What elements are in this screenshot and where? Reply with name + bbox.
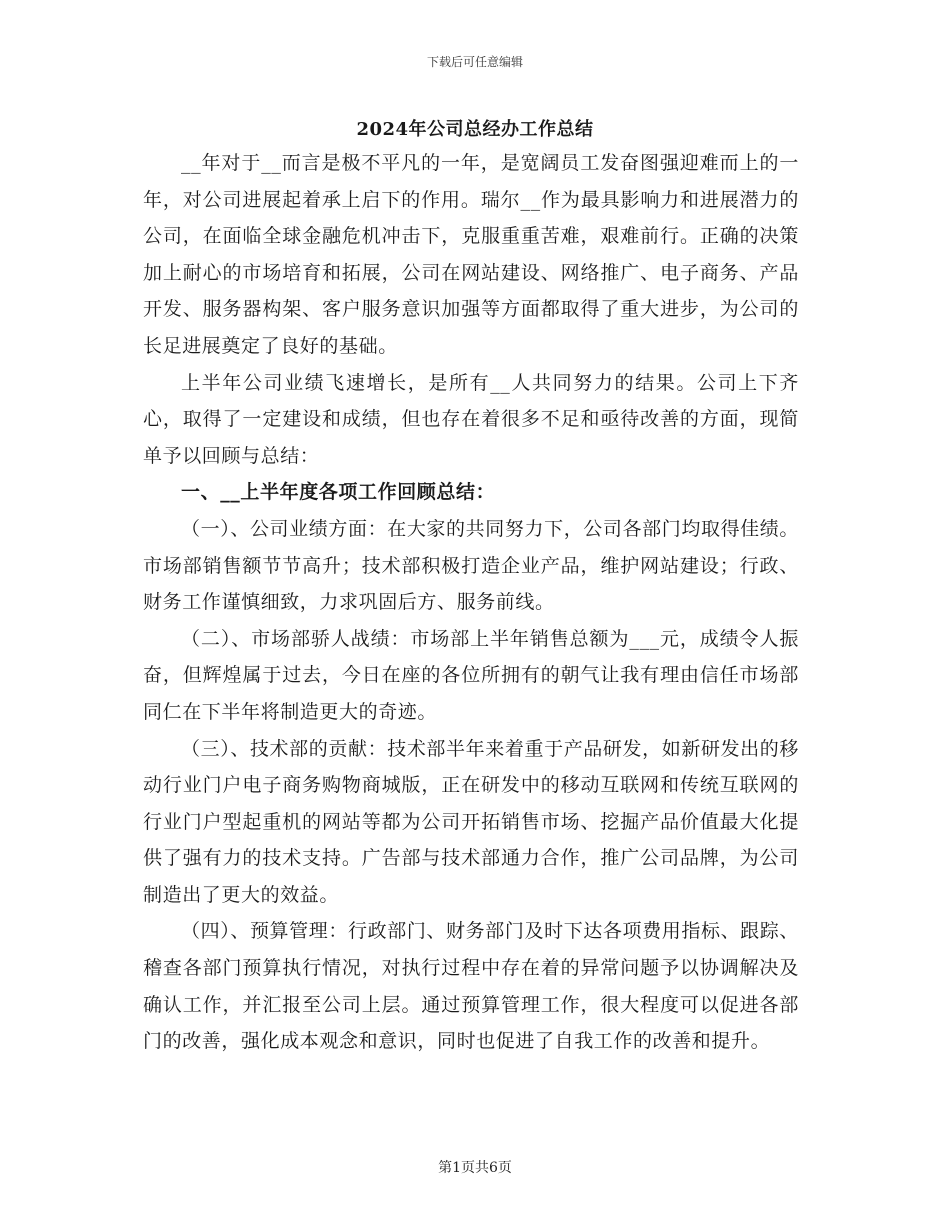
paragraph-summary: 上半年公司业绩飞速增长，是所有__人共同努力的结果。公司上下齐心，取得了一定建设和成绩，但也存在着很多不足和亟待改善的方面，现简单予以回顾与总结： [143, 371, 799, 467]
paragraph-performance: （一）、公司业绩方面：在大家的共同努力下，公司各部门均取得佳绩。市场部销售额节节高升；技术部积极打造企业产品，维护网站建设；行政、财务工作谨慎细致，力求巩固后方、服务前线。 [143, 517, 799, 614]
paragraph-technology: （三）、技术部的贡献：技术部半年来着重于产品研发，如新研发出的移动行业门户电子商务购物商城版，正在研发中的移动互联网和传统互联网的行业门户型起重机的网站等都为公司开拓销售市场、挖掘产品价值最大化提供了强有力的技术支持。广告部与技术部通力合作，推广公司品牌，为公司制造出了更大的效益。 [143, 737, 799, 906]
paragraph-intro: __年对于__而言是极不平凡的一年，是宽阔员工发奋图强迎难而上的一年，对公司进展起着承上启下的作用。瑞尔__作为最具影响力和进展潜力的公司，在面临全球金融危机冲击下，克服重重苦难，艰难前行。正确的决策加上耐心的市场培育和拓展，公司在网站建设、网络推广、电子商务、产品开发、服务器构架、客户服务意识加强等方面都取得了重大进步，为公司的长足进展奠定了良好的基础。 [143, 152, 799, 357]
paragraph-marketing: （二）、市场部骄人战绩：市场部上半年销售总额为___元，成绩令人振奋，但辉煌属于过去，今日在座的各位所拥有的朝气让我有理由信任市场部同仁在下半年将制造更大的奇迹。 [143, 627, 799, 723]
document-body [143, 145, 799, 1060]
paragraph-budget: （四）、预算管理：行政部门、财务部门及时下达各项费用指标、跟踪、稽查各部门预算执行情况，对执行过程中存在着的异常问题予以协调解决及确认工作，并汇报至公司上层。通过预算管理工作，很大程度可以促进各部门的改善，强化成本观念和意识，同时也促进了自我工作的改善和提升。 [143, 920, 799, 1053]
document-title: 2024年公司总经办工作总结 [356, 119, 594, 140]
header-note: 下载后可任意编辑 [426, 55, 523, 69]
section-heading-1: 一、__上半年度各项工作回顾总结： [181, 481, 496, 504]
page-footer: 第1页共6页 [438, 1160, 512, 1176]
